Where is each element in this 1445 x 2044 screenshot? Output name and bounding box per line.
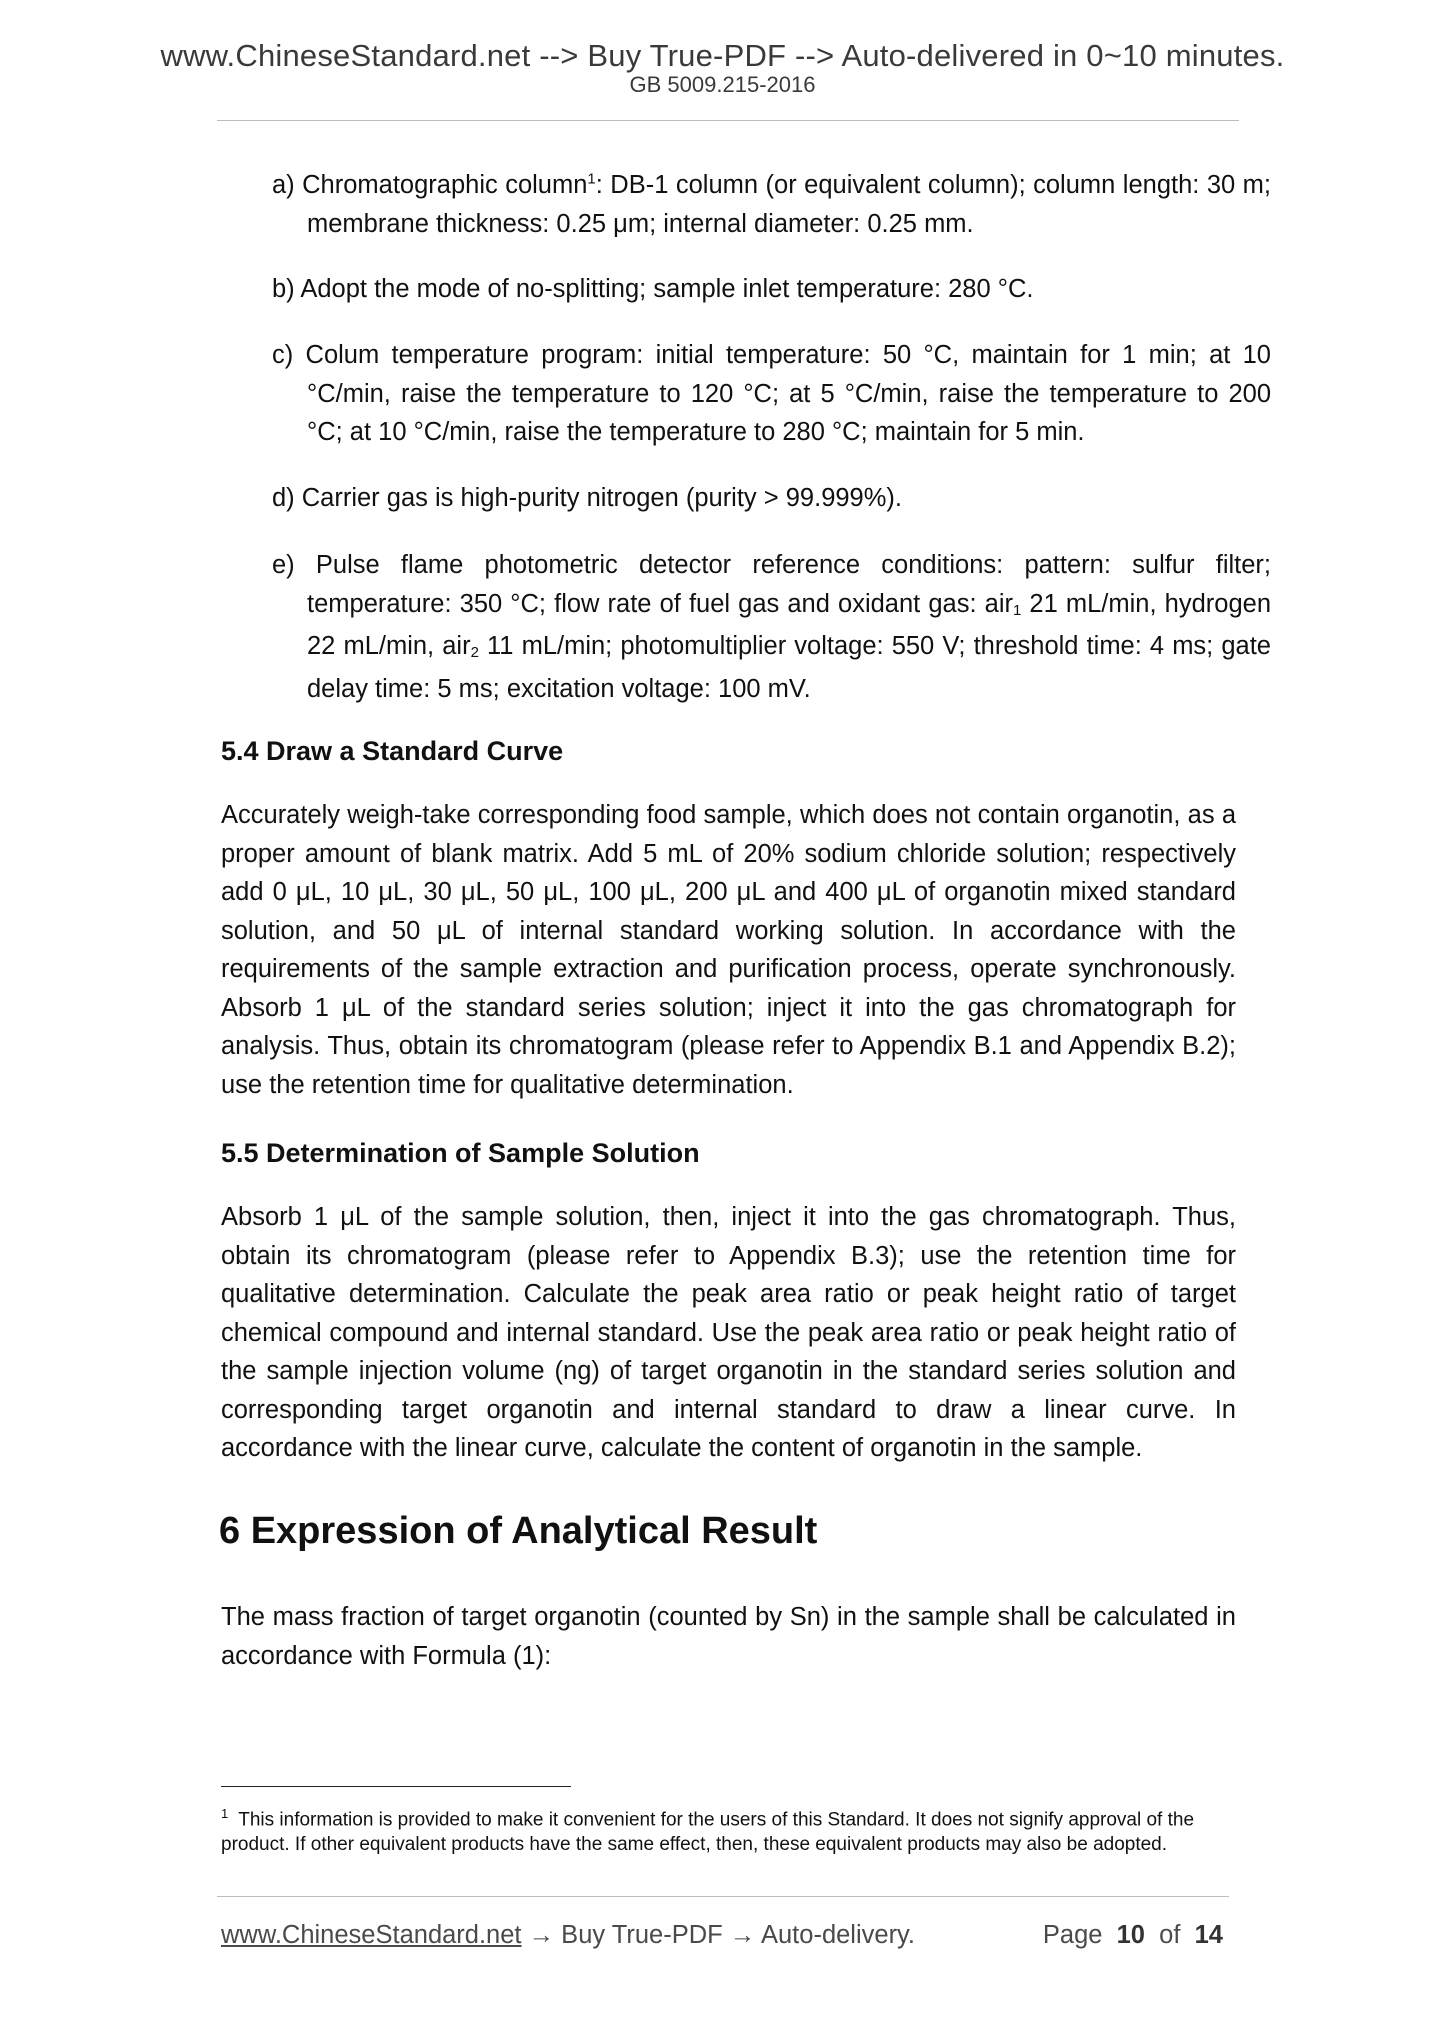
footer-promo-text: → Buy True-PDF → Auto-delivery. — [521, 1921, 915, 1949]
of-label: of — [1159, 1921, 1181, 1949]
condition-e-part3: 11 mL/min; photomultiplier voltage: 550 V; threshold time: 4 ms; gate delay time: 5 ms; excitation voltage: 100 mV. — [307, 632, 1271, 703]
standard-code: GB 5009.215-2016 — [629, 72, 816, 97]
footnote — [221, 1802, 1211, 1857]
footnote-divider — [221, 1786, 571, 1787]
page-current: 10 — [1116, 1921, 1145, 1949]
site-banner: www.ChineseStandard.net --> Buy True-PDF --> Auto-delivered in 0~10 minutes. — [160, 38, 1285, 73]
section-6-heading: 6 Expression of Analytical Result — [219, 1510, 818, 1552]
air-subscript-1: 1 — [1012, 601, 1022, 619]
condition-e — [272, 546, 1271, 708]
section-5-4-heading: 5.4 Draw a Standard Curve — [221, 736, 564, 766]
section-5-5-body: Absorb 1 μL of the sample solution, then, inject it into the gas chromatograph. Thus, obtain its chromatogram (please refer to Appendix B.3); use the retention time for qualitative determination. Calculate the peak area ratio or peak height ratio of target chemical compound and internal standard. Use the peak area ratio or peak height ratio of the sample injection volume (ng) of target organotin in the standard series solution and corresponding target organotin and internal standard to draw a linear curve. In accordance with the linear curve, calculate the content of organotin in the sample. — [221, 1203, 1236, 1462]
condition-c: c) Colum temperature program: initial temperature: 50 °C, maintain for 1 min; at 10 °C/min, raise the temperature to 120 °C; at 5 °C/min, raise the temperature to 200 °C; at 10 °C/min, raise the temperature to 280 °C; maintain for 5 min. — [272, 341, 1271, 446]
footer-divider — [217, 1896, 1229, 1897]
footer-promo — [221, 1919, 915, 1951]
section-5-4-body: Accurately weigh-take corresponding food sample, which does not contain organotin, as a proper amount of blank matrix. Add 5 mL of 20% sodium chloride solution; respectively add 0 μL, 10 μL, 30 μL, 50 μL, 100 μL, 200 μL and 400 μL of organotin mixed standard solution, and 50 μL of internal standard working solution. In accordance with the requirements of the sample extraction and purification process, operate synchronously. Absorb 1 μL of the standard series solution; inject it into the gas chromatograph for analysis. Thus, obtain its chromatogram (please refer to Appendix B.1 and Appendix B.2); use the retention time for qualitative determination. — [221, 801, 1236, 1099]
air-subscript-2: 2 — [470, 644, 479, 661]
page-total: 14 — [1194, 1921, 1223, 1949]
page-number — [1043, 1919, 1223, 1951]
condition-e-part2: 21 mL/min, hydrogen 22 mL/min, air — [307, 589, 1271, 660]
footer-site-link[interactable]: www.ChineseStandard.net — [221, 1921, 522, 1949]
footnote-reference[interactable]: 1 — [587, 170, 596, 188]
condition-e-part1: e) Pulse flame photometric detector reference conditions: pattern: sulfur filter; temperature: 350 °C; flow rate of fuel gas and oxidant gas: air — [272, 551, 1271, 618]
condition-a-prefix: a) Chromatographic column — [272, 171, 588, 199]
footnote-mark: 1 — [221, 1806, 229, 1821]
section-6-body: The mass fraction of target organotin (counted by Sn) in the sample shall be calculated in accordance with Formula (1): — [221, 1603, 1236, 1670]
condition-a — [272, 166, 1271, 243]
header-divider — [217, 120, 1239, 121]
page-label: Page — [1042, 1921, 1103, 1949]
condition-d: d) Carrier gas is high-purity nitrogen (purity > 99.999%). — [272, 484, 902, 512]
condition-b: b) Adopt the mode of no-splitting; sample inlet temperature: 280 °C. — [272, 275, 1034, 303]
condition-a-text: : DB-1 column (or equivalent column); column length: 30 m; membrane thickness: 0.25 μm; internal diameter: 0.25 mm. — [307, 171, 1271, 238]
footnote-text: This information is provided to make it convenient for the users of this Standard. It does not signify approval of the product. If other equivalent products have the same effect, then, these equivalent products may also be adopted. — [221, 1809, 1195, 1855]
section-5-5-heading: 5.5 Determination of Sample Solution — [221, 1138, 700, 1168]
